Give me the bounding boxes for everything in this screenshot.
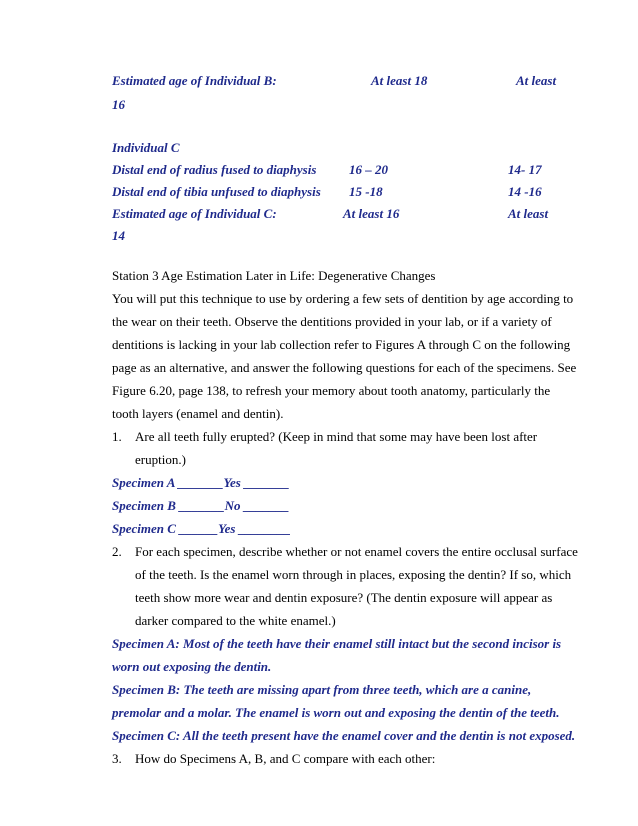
question-3-text: How do Specimens A, B, and C compare with each other:	[135, 751, 436, 766]
individual-c-heading: Individual C	[112, 140, 180, 155]
individual-c-row-label: Distal end of radius fused to diaphysis	[112, 162, 317, 177]
q2-answer-line: Specimen A: Most of the teeth have their enamel still intact but the second incisor is	[112, 636, 562, 651]
individual-c-row-col2: 14- 17	[508, 162, 542, 177]
station3-intro-line: Figure 6.20, page 138, to refresh your memory about tooth anatomy, particularly the	[112, 383, 551, 398]
individual-c-row-col2: 14 -16	[508, 184, 542, 199]
station3-intro-line: You will put this technique to use by ordering a few sets of dentition by age according to	[112, 291, 574, 306]
individual-c-row-col1: 16 – 20	[349, 162, 388, 177]
individual-b-estimate-wrap: 16	[112, 97, 125, 112]
individual-c-row-label: Distal end of tibia unfused to diaphysis	[112, 184, 321, 199]
individual-c-row-col1: 15 -18	[349, 184, 383, 199]
question-3-number: 3.	[112, 751, 122, 766]
station3-title: Station 3 Age Estimation Later in Life: Degenerative Changes	[112, 268, 436, 283]
q1-answer-specimen-c: Specimen C ______Yes ________	[112, 521, 291, 536]
station3-intro-line: page as an alternative, and answer the following questions for each of the specimens. See	[112, 360, 577, 375]
individual-c-estimate-label: Estimated age of Individual C:	[112, 206, 277, 221]
individual-c-estimate-col1: At least 16	[343, 206, 400, 221]
q2-answer-line: worn out exposing the dentin.	[112, 659, 272, 674]
question-1-number: 1.	[112, 429, 122, 444]
individual-c-estimate-col2: At least	[508, 206, 549, 221]
individual-c-estimate-wrap: 14	[112, 228, 125, 243]
station3-intro-line: dentitions is lacking in your lab collection refer to Figures A through C on the following	[112, 337, 571, 352]
question-2-number: 2.	[112, 544, 122, 559]
q2-answer-line: Specimen B: The teeth are missing apart from three teeth, which are a canine,	[112, 682, 532, 697]
individual-b-estimate-col2: At least	[516, 73, 557, 88]
station3-intro-line: the wear on their teeth. Observe the dentitions provided in your lab, or if a variety of	[112, 314, 552, 329]
question-2-text: darker compared to the white enamel.)	[135, 613, 336, 628]
q1-answer-specimen-b: Specimen B _______No _______	[112, 498, 290, 513]
question-2-text: of the teeth. Is the enamel worn through in places, exposing the dentin? If so, which	[135, 567, 572, 582]
question-2-text: For each specimen, describe whether or not enamel covers the entire occlusal surface	[135, 544, 578, 559]
station3-intro-line: tooth layers (enamel and dentin).	[112, 406, 284, 421]
q1-answer-specimen-a: Specimen A _______Yes _______	[112, 475, 290, 490]
individual-b-estimate-label: Estimated age of Individual B:	[112, 73, 277, 88]
question-2-text: teeth show more wear and dentin exposure? (The dentin exposure will appear as	[135, 590, 553, 605]
question-1-text: eruption.)	[135, 452, 186, 467]
q2-answer-line: premolar and a molar. The enamel is worn out and exposing the dentin of the teeth.	[112, 705, 560, 720]
q2-answer-line: Specimen C: All the teeth present have the enamel cover and the dentin is not exposed.	[112, 728, 576, 743]
individual-b-estimate-col1: At least 18	[371, 73, 428, 88]
question-1-text: Are all teeth fully erupted? (Keep in mind that some may have been lost after	[135, 429, 538, 444]
